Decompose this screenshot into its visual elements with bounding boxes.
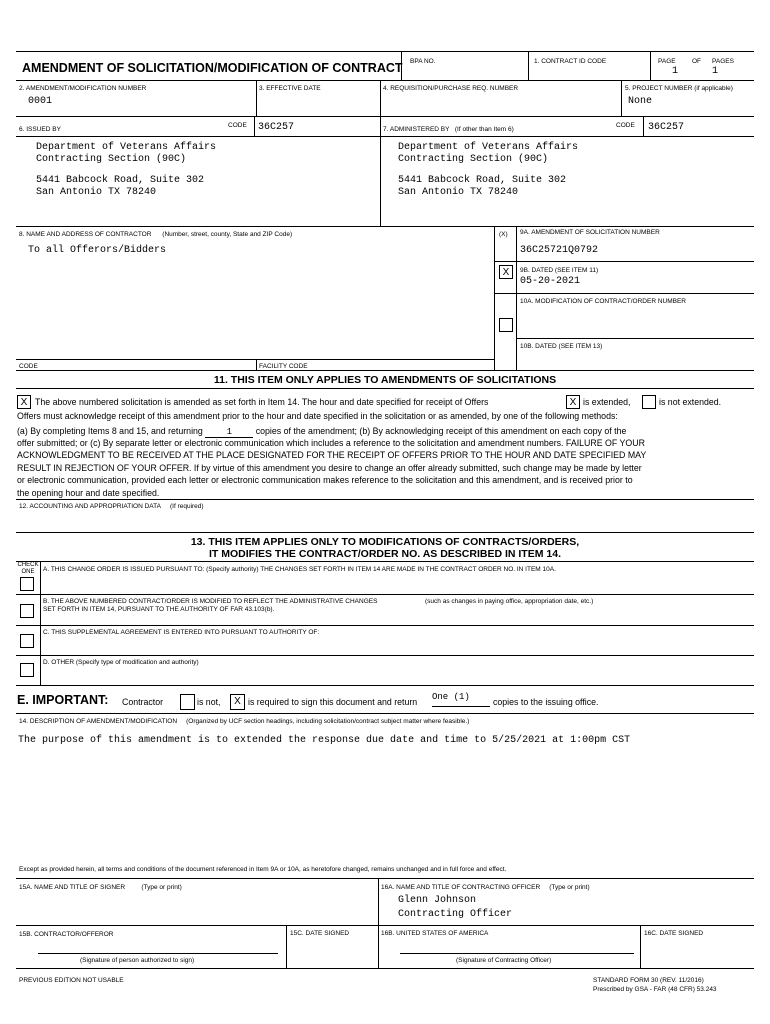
amend-number-value: 0001 (28, 96, 53, 107)
contract-id-label: 1. CONTRACT ID CODE (534, 58, 607, 65)
contractor-label: 8. NAME AND ADDRESS OF CONTRACTOR (Number, street, county, State and ZIP Code) (19, 231, 293, 238)
item13b-label2: SET FORTH IN ITEM 14, PURSUANT TO THE AUTHORITY OF FAR 43.103(b). (43, 606, 275, 613)
project-number-value: None (628, 96, 653, 107)
issued-by-address: Department of Veterans Affairs Contracting Section (90C) 5441 Babcock Road, Suite 302 San Antonio TX 78240 (36, 142, 217, 198)
copies-count: 1 (205, 427, 253, 438)
item11-line5: ACKNOWLEDGMENT TO BE RECEIVED AT THE PLACE DESIGNATED FOR THE RECEIPT OF OFFERS PRIOR TO THE HOUR AND DATE SPECIFIED MAY (17, 450, 647, 460)
16c-label: 16C. DATE SIGNED (644, 930, 704, 937)
standard-form: STANDARD FORM 30 (REV. 11/2016) (593, 977, 704, 984)
item13b-checkbox[interactable] (20, 604, 34, 618)
9a-label: 9A. AMENDMENT OF SOLICITATION NUMBER (520, 229, 660, 236)
issued-code-value: 36C257 (258, 122, 295, 133)
item13d-label: D. OTHER (Specify type of modification and authority) (43, 659, 199, 666)
item11-line7: or electronic communication, provided each letter or electronic communication makes reference to the solicitation and this amendment, and is received prior to (17, 475, 633, 485)
item13c-label: C. THIS SUPPLEMENTAL AGREEMENT IS ENTERED INTO PURSUANT TO AUTHORITY OF: (43, 629, 320, 636)
except-text: Except as provided herein, all terms and conditions of the document referenced in Item 9A or 10A, as heretofore changed, remains unchanged and in full force and effect. (19, 866, 507, 873)
contracting-officer: Glenn Johnson Contracting Officer (398, 895, 513, 920)
admin-code-label: CODE (616, 122, 635, 129)
of-label: OF (692, 58, 702, 65)
issued-code-label: CODE (228, 122, 247, 129)
facility-code-label: FACILITY CODE (259, 363, 308, 370)
15c-label: 15C. DATE SIGNED (290, 930, 350, 937)
15b-sig-caption: (Signature of person authorized to sign) (80, 957, 195, 964)
is-required-checkbox[interactable]: X (230, 694, 245, 710)
page-value: 1 (672, 66, 679, 77)
pages-value: 1 (712, 66, 719, 77)
item13b-label1: B. THE ABOVE NUMBERED CONTRACT/ORDER IS MODIFIED TO REFLECT THE ADMINISTRATIVE CHANGES (43, 598, 378, 605)
item11-line4: offer submitted; or (c) By separate letter or electronic communication which includes a reference to the solicitation and amendment numbers. FAILURE OF YOUR (17, 438, 645, 448)
item11-line8: the opening hour and date specified. (17, 488, 160, 498)
contractor-word: Contractor (122, 697, 164, 707)
copies-text: copies to the issuing office. (493, 697, 599, 707)
9b-label: 9B. DATED (SEE ITEM 11) (520, 267, 599, 274)
req-number-label: 4. REQUISITION/PURCHASE REQ. NUMBER (383, 85, 519, 92)
item11-checkbox[interactable]: X (17, 395, 31, 409)
prescribed-by: Prescribed by GSA - FAR (48 CFR) 53.243 (593, 986, 717, 993)
return-copies-field: One (1) (432, 692, 490, 707)
10b-label: 10B. DATED (SEE ITEM 13) (520, 343, 603, 350)
item14-label: 14. DESCRIPTION OF AMENDMENT/MODIFICATION (Organized by UCF section headings, including solicitation/contract subject matter where feasible.) (19, 718, 470, 725)
not-extended-label: is not extended. (659, 397, 722, 407)
administered-by-label: 7. ADMINISTERED BY (If other than Item 6) (383, 126, 514, 133)
form-title: AMENDMENT OF SOLICITATION/MODIFICATION OF CONTRACT (22, 61, 403, 75)
9b-value: 05-20-2021 (520, 276, 581, 287)
16b-sig-caption: (Signature of Contracting Officer) (456, 957, 552, 964)
extended-label: is extended, (583, 397, 631, 407)
item13a-label: A. THIS CHANGE ORDER IS ISSUED PURSUANT TO: (Specify authority) THE CHANGES SET FORTH IN ITEM 14 ARE MADE IN THE CONTRACT ORDER NO. IN ITEM 10A. (43, 566, 556, 573)
10a-label: 10A. MODIFICATION OF CONTRACT/ORDER NUMBER (520, 298, 686, 305)
amend-number-label: 2. AMENDMENT/MODIFICATION NUMBER (19, 85, 147, 92)
extended-checkbox[interactable]: X (566, 395, 580, 409)
bpa-label: BPA NO. (410, 58, 436, 65)
item11-line1: The above numbered solicitation is amended as set forth in Item 14. The hour and date specified for receipt of Offers (35, 397, 489, 407)
item12-label: 12. ACCOUNTING AND APPROPRIATION DATA (If required) (19, 503, 204, 510)
project-number-label: 5. PROJECT NUMBER (if applicable) (625, 85, 733, 92)
15b-label: 15B. CONTRACTOR/OFFEROR (19, 931, 114, 938)
administered-by-address: Department of Veterans Affairs Contracting Section (90C) 5441 Babcock Road, Suite 302 San Antonio TX 78240 (398, 142, 579, 198)
code-label: CODE (19, 363, 38, 370)
important-label: E. IMPORTANT: (17, 693, 109, 707)
is-not-checkbox[interactable] (180, 694, 195, 710)
contractor-signature-line[interactable] (38, 943, 278, 954)
10a-checkbox[interactable] (499, 318, 513, 332)
contractor-value: To all Offerors/Bidders (28, 245, 167, 256)
is-not-label: is not, (197, 697, 221, 707)
9b-checkbox[interactable]: X (499, 265, 513, 279)
page-label: PAGE (658, 58, 676, 65)
9a-value: 36C25721Q0792 (520, 245, 599, 256)
item13d-checkbox[interactable] (20, 663, 34, 677)
issued-by-label: 6. ISSUED BY (19, 126, 61, 133)
item11-line3: (a) By completing Items 8 and 15, and returning 1 copies of the amendment; (b) By acknowledging receipt of this amendment on each copy of the (17, 426, 627, 437)
item13c-checkbox[interactable] (20, 634, 34, 648)
item13b-note: (such as changes in paying office, appropriation date, etc.) (425, 598, 594, 605)
item14-description: The purpose of this amendment is to extended the response due date and time to 5/25/2021 at 1:00pm CST (18, 735, 631, 746)
admin-code-value: 36C257 (648, 122, 685, 133)
check-one-label: CHECK ONE (17, 562, 39, 575)
officer-signature-line[interactable] (400, 943, 634, 954)
15a-label: 15A. NAME AND TITLE OF SIGNER (Type or print) (19, 884, 182, 891)
item11-line6: RESULT IN REJECTION OF YOUR OFFER. If by virtue of this amendment you desire to change an offer already submitted, such change may be made by letter (17, 463, 642, 473)
item13-title: 13. THIS ITEM APPLIES ONLY TO MODIFICATIONS OF CONTRACTS/ORDERS, IT MODIFIES THE CONTRACT/ORDER NO. AS DESCRIBED IN ITEM 14. (190, 536, 580, 560)
x-column-label: (X) (499, 231, 508, 238)
is-required-text: is required to sign this document and return (248, 697, 418, 707)
16a-label: 16A. NAME AND TITLE OF CONTRACTING OFFICER (Type or print) (381, 884, 590, 891)
item11-title: 11. THIS ITEM ONLY APPLIES TO AMENDMENTS OF SOLICITATIONS (213, 374, 557, 386)
effective-date-label: 3. EFFECTIVE DATE (259, 85, 321, 92)
previous-edition: PREVIOUS EDITION NOT USABLE (19, 977, 124, 984)
item13a-checkbox[interactable] (20, 577, 34, 591)
not-extended-checkbox[interactable] (642, 395, 656, 409)
16b-label: 16B. UNITED STATES OF AMERICA (381, 930, 489, 937)
pages-label: PAGES (712, 58, 734, 65)
item11-line2: Offers must acknowledge receipt of this amendment prior to the hour and date specified in the solicitation or as amended, by one of the following methods: (17, 411, 618, 421)
